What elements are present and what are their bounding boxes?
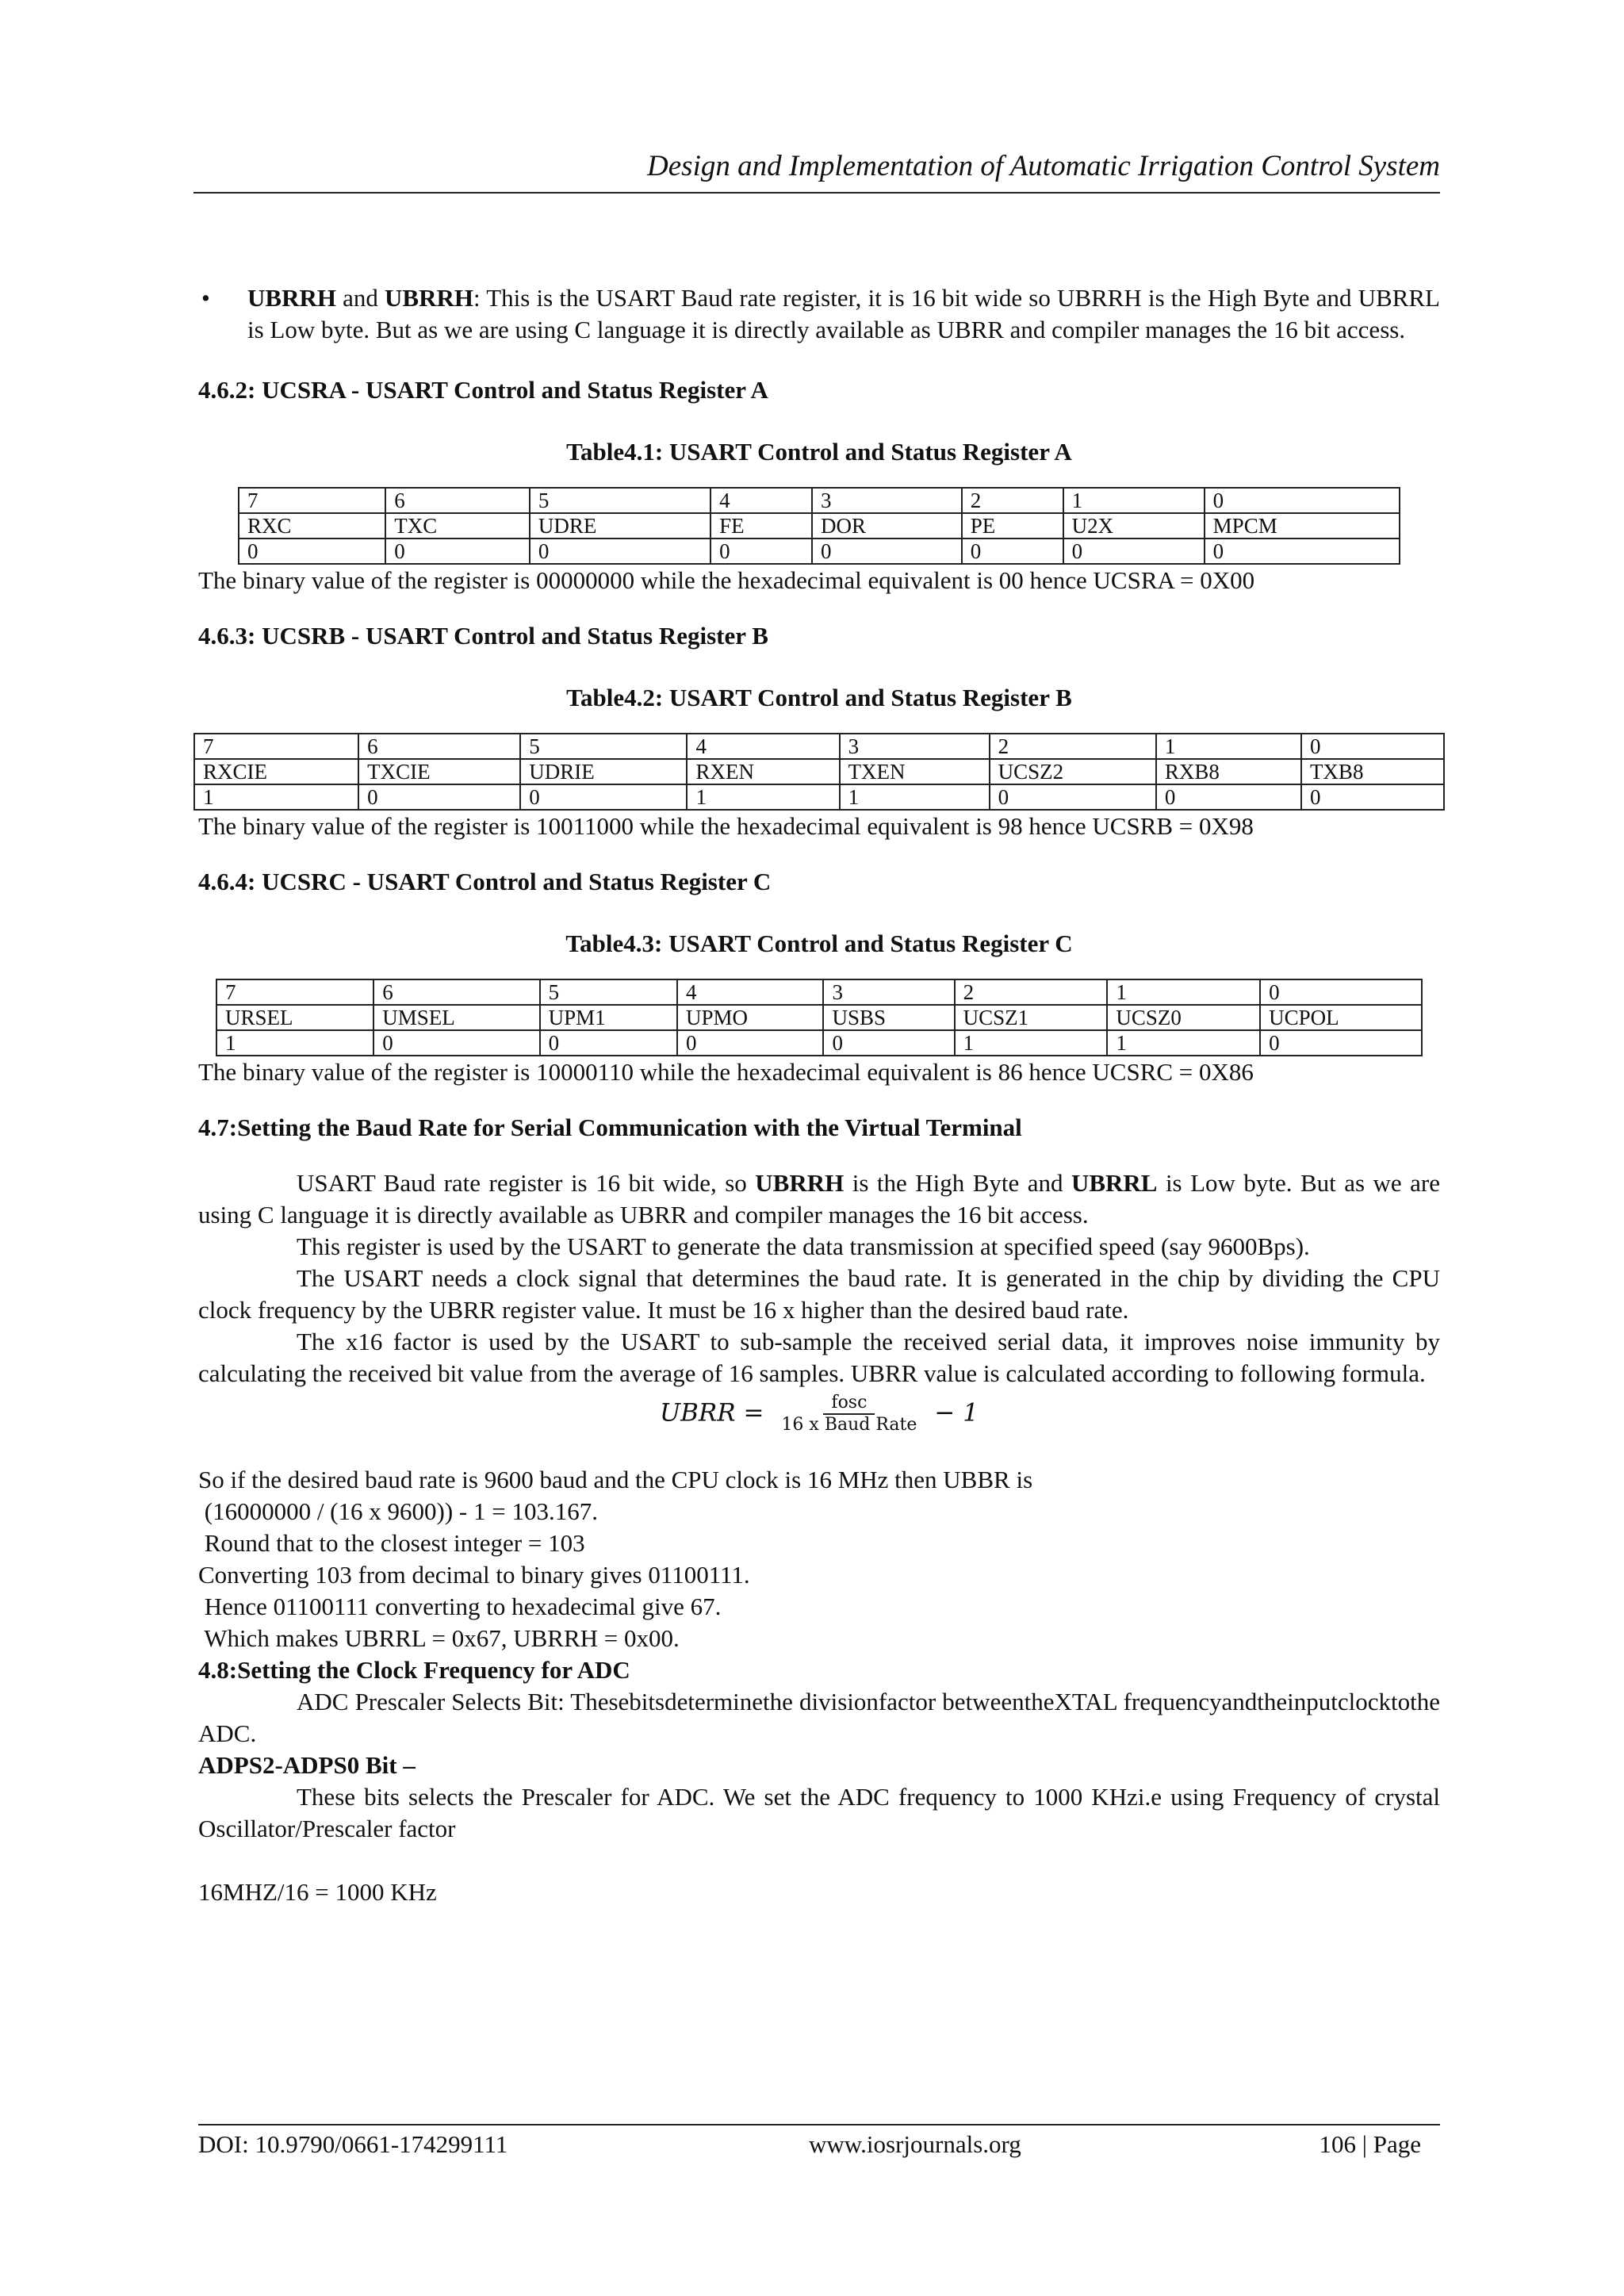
table-cell: UCSZ1 <box>955 1005 1108 1030</box>
table-cell: TXC <box>385 513 530 539</box>
table-cell: 3 <box>812 488 962 513</box>
baud-calculation <box>198 1464 1440 1654</box>
table-cell: RXB8 <box>1156 759 1301 784</box>
table-cell: USBS <box>823 1005 954 1030</box>
table-cell: FE <box>710 513 812 539</box>
table-cell: 6 <box>385 488 530 513</box>
table-cell: 1 <box>194 784 358 810</box>
ubrrh-term: UBRRH <box>247 284 336 312</box>
table-cell: 0 <box>358 784 520 810</box>
table-cell: 1 <box>955 1030 1108 1056</box>
table-cell: UMSEL <box>373 1005 539 1030</box>
table-cell: 0 <box>812 539 962 564</box>
table-cell: URSEL <box>216 1005 373 1030</box>
table-cell: 0 <box>239 539 385 564</box>
table-cell: 1 <box>1156 734 1301 759</box>
table-cell: 5 <box>530 488 710 513</box>
table-cell: 0 <box>1301 784 1444 810</box>
heading-4-6-3: 4.6.3: UCSRB - USART Control and Status Register B <box>198 622 768 650</box>
table-cell: 2 <box>990 734 1156 759</box>
table-cell: UDRIE <box>520 759 687 784</box>
table-cell: 4 <box>687 734 839 759</box>
paragraph-4-7-1: USART Baud rate register is 16 bit wide, so UBRRH is the High Byte and UBRRL is Low byte. But as we are using C language it is directly available as UBRR and compiler manages the 16 bit access. <box>198 1169 1441 1228</box>
table-cell: 0 <box>677 1030 823 1056</box>
formula-rhs: − 1 <box>934 1398 979 1428</box>
formula-numerator: fosc <box>823 1393 875 1415</box>
table-cell: 6 <box>358 734 520 759</box>
table-cell: 2 <box>955 979 1108 1005</box>
table-cell: RXC <box>239 513 385 539</box>
table-ucsrb <box>193 733 1445 811</box>
bullet-icon: • <box>201 284 210 312</box>
table-cell: 2 <box>962 488 1063 513</box>
table-cell: 0 <box>530 539 710 564</box>
table-cell: 1 <box>1063 488 1205 513</box>
heading-4-7: 4.7:Setting the Baud Rate for Serial Communication with the Virtual Terminal <box>198 1114 1022 1141</box>
table-cell: 0 <box>962 539 1063 564</box>
table-cell: UPM1 <box>540 1005 677 1030</box>
caption-table-4-3: Table4.3: USART Control and Status Register C <box>565 930 1073 957</box>
bit-number-row <box>239 488 1400 513</box>
table-cell: 0 <box>823 1030 954 1056</box>
ubrrh-term-2: UBRRH <box>385 284 473 312</box>
table-cell: MPCM <box>1205 513 1400 539</box>
formula-fraction <box>773 1393 925 1435</box>
note-ucsrb: The binary value of the register is 10011000 while the hexadecimal equivalent is 98 hence UCSRB = 0X98 <box>198 812 1254 840</box>
table-ucsra <box>238 487 1400 565</box>
table-cell: 0 <box>1205 539 1400 564</box>
ubrr-formula <box>198 1393 1440 1440</box>
ubrrh-term-3: UBRRH <box>755 1169 845 1197</box>
table-cell: UCSZ2 <box>990 759 1156 784</box>
note-ucsrc: The binary value of the register is 10000110 while the hexadecimal equivalent is 86 hence UCSRC = 0X86 <box>198 1058 1254 1086</box>
bullet-ubrr <box>198 282 1440 346</box>
table-cell: U2X <box>1063 513 1205 539</box>
paragraph-4-7-4: The x16 factor is used by the USART to sub-sample the received serial data, it improves noise immunity by calculating the received bit value from the average of 16 samples. UBRR value is calculated according to following formula. <box>198 1328 1440 1387</box>
footer-page-number: 106 | Page <box>1319 2130 1421 2158</box>
ubrrl-term: UBRRL <box>1071 1169 1158 1197</box>
adc-frequency-result: 16MHZ/16 = 1000 KHz <box>198 1878 437 1906</box>
running-header: Design and Implementation of Automatic Irrigation Control System <box>647 150 1440 182</box>
table-ucsrc <box>216 979 1423 1056</box>
bullet-text: and <box>335 284 385 312</box>
table-cell: 1 <box>1107 979 1260 1005</box>
header-rule <box>193 192 1440 194</box>
table-cell: 1 <box>840 784 990 810</box>
table-cell: UCPOL <box>1260 1005 1422 1030</box>
table-cell: 3 <box>823 979 954 1005</box>
table-cell: 0 <box>1260 979 1422 1005</box>
bit-value-row <box>239 539 1400 564</box>
table-cell: UCSZ0 <box>1107 1005 1260 1030</box>
bit-name-row <box>239 513 1400 539</box>
bit-name-row <box>216 1005 1422 1030</box>
table-cell: 5 <box>540 979 677 1005</box>
calc-line: (16000000 / (16 x 9600)) - 1 = 103.167. <box>198 1497 598 1525</box>
table-cell: TXCIE <box>358 759 520 784</box>
table-cell: 0 <box>1063 539 1205 564</box>
caption-table-4-1: Table4.1: USART Control and Status Register A <box>566 438 1072 466</box>
table-cell: TXEN <box>840 759 990 784</box>
table-cell: 5 <box>520 734 687 759</box>
table-cell: 0 <box>1205 488 1400 513</box>
paragraph-4-7-3: The USART needs a clock signal that determines the baud rate. It is generated in the chip by dividing the CPU clock frequency by the UBRR register value. It must be 16 x higher than the desired baud rate. <box>198 1264 1440 1324</box>
calc-line: Round that to the closest integer = 103 <box>198 1529 585 1557</box>
calc-line: Converting 103 from decimal to binary gives 01100111. <box>198 1561 750 1589</box>
table-cell: 7 <box>194 734 358 759</box>
table-cell: DOR <box>812 513 962 539</box>
table-cell: 7 <box>216 979 373 1005</box>
table-cell: 1 <box>1107 1030 1260 1056</box>
table-cell: RXCIE <box>194 759 358 784</box>
calc-line: Which makes UBRRL = 0x67, UBRRH = 0x00. <box>198 1624 680 1652</box>
table-cell: 0 <box>1260 1030 1422 1056</box>
table-cell: 1 <box>687 784 839 810</box>
paragraph-4-7-2: This register is used by the USART to generate the data transmission at specified speed (say 9600Bps). <box>297 1232 1310 1260</box>
calc-line: Hence 01100111 converting to hexadecimal give 67. <box>198 1593 722 1620</box>
table-cell: RXEN <box>687 759 839 784</box>
bit-value-row <box>194 784 1444 810</box>
heading-4-8: 4.8:Setting the Clock Frequency for ADC <box>198 1656 630 1684</box>
table-cell: 0 <box>373 1030 539 1056</box>
table-cell: 4 <box>710 488 812 513</box>
table-cell: 4 <box>677 979 823 1005</box>
table-cell: 0 <box>1156 784 1301 810</box>
table-cell: 7 <box>239 488 385 513</box>
table-cell: 3 <box>840 734 990 759</box>
caption-table-4-2: Table4.2: USART Control and Status Register B <box>566 684 1072 711</box>
table-cell: 6 <box>373 979 539 1005</box>
bit-name-row <box>194 759 1444 784</box>
table-cell: TXB8 <box>1301 759 1444 784</box>
footer-rule <box>198 2124 1440 2125</box>
calc-line: So if the desired baud rate is 9600 baud and the CPU clock is 16 MHz then UBBR is <box>198 1466 1033 1493</box>
table-cell: 0 <box>990 784 1156 810</box>
formula-lhs: UBRR = <box>660 1398 764 1428</box>
formula-denominator: 16 x Baud Rate <box>781 1415 917 1435</box>
table-cell: 0 <box>520 784 687 810</box>
note-ucsra: The binary value of the register is 00000000 while the hexadecimal equivalent is 00 hence UCSRA = 0X00 <box>198 566 1255 594</box>
bullet-text-2: : This is the USART Baud rate register, it is 16 bit wide so UBRRH is the High Byte and UBRRL is Low byte. But as we are using C language it is directly available as UBRR and compiler manages the 16 bit access. <box>247 284 1440 343</box>
table-cell: UDRE <box>530 513 710 539</box>
bit-number-row <box>194 734 1444 759</box>
heading-4-6-2: 4.6.2: UCSRA - USART Control and Status Register A <box>198 376 768 404</box>
table-cell: 1 <box>216 1030 373 1056</box>
table-cell: 0 <box>540 1030 677 1056</box>
table-cell: 0 <box>385 539 530 564</box>
footer-website: www.iosrjournals.org <box>809 2130 1021 2158</box>
table-cell: 0 <box>1301 734 1444 759</box>
paragraph-4-8-1: ADC Prescaler Selects Bit: Thesebitsdeterminethe divisionfactor betweentheXTAL frequencyandtheinputclocktothe ADC. <box>198 1688 1440 1747</box>
heading-adps: ADPS2-ADPS0 Bit – <box>198 1751 416 1779</box>
heading-4-6-4: 4.6.4: UCSRC - USART Control and Status Register C <box>198 868 772 895</box>
bit-value-row <box>216 1030 1422 1056</box>
footer-doi: DOI: 10.9790/0661-174299111 <box>198 2130 508 2158</box>
bit-number-row <box>216 979 1422 1005</box>
paragraph-4-8-2: These bits selects the Prescaler for ADC. We set the ADC frequency to 1000 KHzi.e using Frequency of crystal Oscillator/Prescaler factor <box>198 1783 1440 1842</box>
table-cell: 0 <box>710 539 812 564</box>
main-content <box>198 282 1440 1908</box>
table-cell: UPMO <box>677 1005 823 1030</box>
table-cell: PE <box>962 513 1063 539</box>
